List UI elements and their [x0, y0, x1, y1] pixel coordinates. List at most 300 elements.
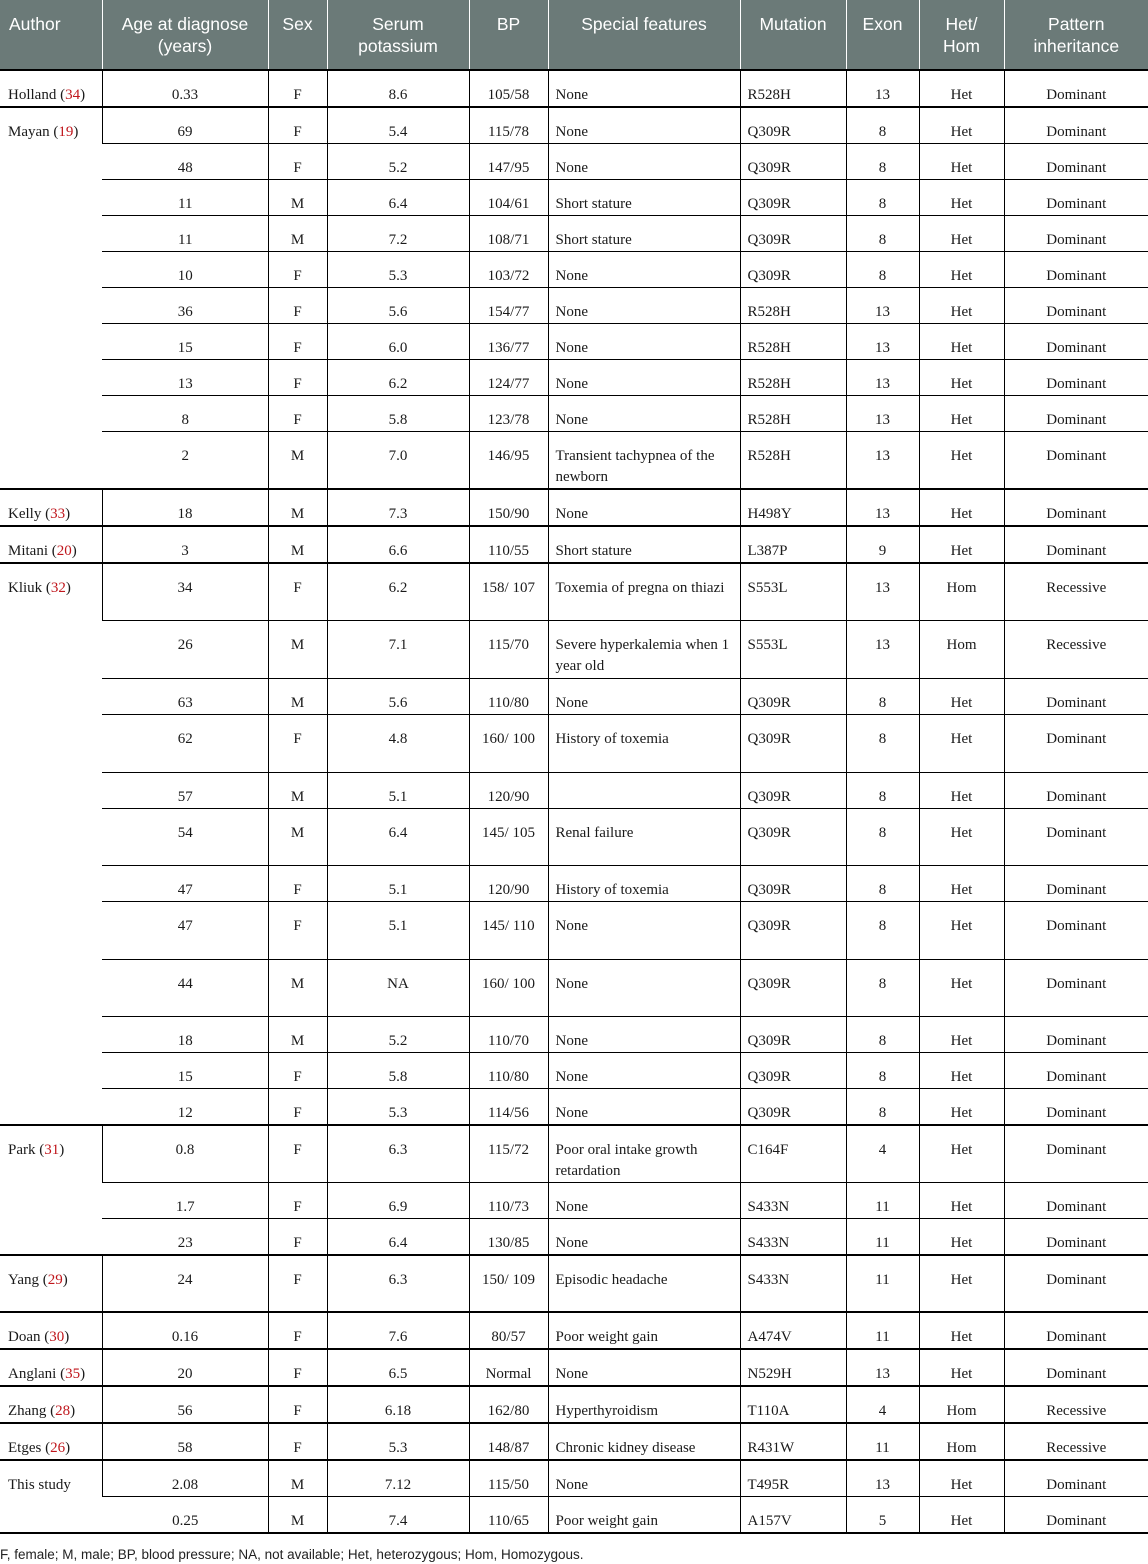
- cell-mutation: S553L: [740, 620, 846, 678]
- reference-link[interactable]: 35: [65, 1365, 81, 1382]
- cell-mutation: Q309R: [740, 144, 846, 180]
- cell-exon: 8: [846, 252, 919, 288]
- cell-het-hom: Hom: [919, 1386, 1004, 1423]
- cell-exon: 13: [846, 288, 919, 324]
- table-row: [0, 901, 1148, 959]
- reference-link[interactable]: 20: [56, 543, 72, 559]
- cell-exon: 13: [846, 1349, 919, 1386]
- table-row: [0, 714, 1148, 772]
- cell-sex: M: [268, 678, 327, 714]
- cell-special-features: None: [548, 959, 740, 1016]
- cell-pattern: Dominant: [1004, 714, 1148, 772]
- cell-pattern: Dominant: [1004, 772, 1148, 808]
- cell-age: 23: [102, 1218, 268, 1255]
- cell-age: 0.25: [102, 1496, 268, 1533]
- cell-bp: 80/57: [469, 1312, 548, 1349]
- cell-het-hom: Het: [919, 1125, 1004, 1183]
- cell-age: 18: [102, 489, 268, 526]
- cell-age: 58: [102, 1423, 268, 1460]
- cell-pattern: Dominant: [1004, 107, 1148, 144]
- cell-bp: 145/ 110: [469, 901, 548, 959]
- cell-exon: 8: [846, 714, 919, 772]
- table-row: [0, 808, 1148, 865]
- cell-bp: 145/ 105: [469, 808, 548, 865]
- cell-het-hom: Het: [919, 1218, 1004, 1255]
- cell-pattern: Dominant: [1004, 252, 1148, 288]
- cell-special-features: Short stature: [548, 180, 740, 216]
- cell-sex: M: [268, 808, 327, 865]
- cell-mutation: R528H: [740, 396, 846, 432]
- cell-mutation: R528H: [740, 324, 846, 360]
- cell-bp: 130/85: [469, 1218, 548, 1255]
- cell-special-features: Toxemia of pregna on thiazi: [548, 563, 740, 620]
- cell-sex: F: [268, 1349, 327, 1386]
- cell-mutation: Q309R: [740, 1052, 846, 1088]
- cell-pattern: Dominant: [1004, 1016, 1148, 1052]
- table-row: [0, 216, 1148, 252]
- cell-exon: 8: [846, 216, 919, 252]
- cell-potassium: 5.8: [327, 396, 469, 432]
- cell-exon: 9: [846, 526, 919, 563]
- cell-mutation: S553L: [740, 563, 846, 620]
- cell-sex: F: [268, 1182, 327, 1218]
- cell-het-hom: Het: [919, 180, 1004, 216]
- cell-mutation: Q309R: [740, 959, 846, 1016]
- cell-potassium: 5.1: [327, 865, 469, 901]
- cell-potassium: NA: [327, 959, 469, 1016]
- cell-sex: M: [268, 1016, 327, 1052]
- cell-het-hom: Het: [919, 1182, 1004, 1218]
- cell-het-hom: Het: [919, 1088, 1004, 1125]
- cell-special-features: None: [548, 901, 740, 959]
- cell-author: [0, 1460, 102, 1533]
- table-row: [0, 288, 1148, 324]
- cell-special-features: Renal failure: [548, 808, 740, 865]
- cell-age: 57: [102, 772, 268, 808]
- table-row: [0, 396, 1148, 432]
- cell-pattern: Dominant: [1004, 1182, 1148, 1218]
- cell-sex: M: [268, 620, 327, 678]
- cell-author: Etges (26): [0, 1423, 102, 1460]
- cell-sex: F: [268, 1125, 327, 1183]
- cell-het-hom: Het: [919, 70, 1004, 107]
- cell-het-hom: Het: [919, 396, 1004, 432]
- cell-pattern: Recessive: [1004, 620, 1148, 678]
- cell-exon: 13: [846, 396, 919, 432]
- cell-exon: 8: [846, 808, 919, 865]
- cell-special-features: None: [548, 360, 740, 396]
- cell-age: 24: [102, 1255, 268, 1312]
- cell-special-features: None: [548, 288, 740, 324]
- cell-special-features: [548, 772, 740, 808]
- cell-age: 13: [102, 360, 268, 396]
- cell-age: 63: [102, 678, 268, 714]
- cell-pattern: Dominant: [1004, 808, 1148, 865]
- cell-age: 2: [102, 432, 268, 490]
- cell-bp: 160/ 100: [469, 959, 548, 1016]
- cell-author: Anglani (35): [0, 1349, 102, 1386]
- cell-pattern: Dominant: [1004, 1125, 1148, 1183]
- cell-sex: F: [268, 865, 327, 901]
- col-header-mutation: Mutation: [740, 0, 846, 70]
- cell-age: 1.7: [102, 1182, 268, 1218]
- cell-bp: 110/80: [469, 678, 548, 714]
- cell-mutation: R528H: [740, 360, 846, 396]
- cell-het-hom: Het: [919, 360, 1004, 396]
- cell-het-hom: Het: [919, 808, 1004, 865]
- cell-pattern: Dominant: [1004, 324, 1148, 360]
- cell-het-hom: Hom: [919, 620, 1004, 678]
- cell-special-features: None: [548, 70, 740, 107]
- cell-special-features: History of toxemia: [548, 714, 740, 772]
- reference-link[interactable]: 34: [65, 87, 81, 103]
- cell-het-hom: Het: [919, 144, 1004, 180]
- cell-pattern: Dominant: [1004, 1052, 1148, 1088]
- cell-potassium: 7.2: [327, 216, 469, 252]
- cell-bp: 110/73: [469, 1182, 548, 1218]
- table-row: [0, 360, 1148, 396]
- cell-bp: 148/87: [469, 1423, 548, 1460]
- cell-sex: M: [268, 526, 327, 563]
- cell-sex: F: [268, 324, 327, 360]
- cell-het-hom: Het: [919, 216, 1004, 252]
- table-row: [0, 1255, 1148, 1312]
- cell-special-features: None: [548, 324, 740, 360]
- cell-mutation: A157V: [740, 1496, 846, 1533]
- col-header-author: Author: [0, 0, 102, 70]
- author-name: Kelly: [8, 506, 42, 522]
- cell-potassium: 5.8: [327, 1052, 469, 1088]
- cell-bp: 160/ 100: [469, 714, 548, 772]
- cell-het-hom: Het: [919, 678, 1004, 714]
- cell-age: 20: [102, 1349, 268, 1386]
- cell-bp: 120/90: [469, 865, 548, 901]
- cell-mutation: Q309R: [740, 901, 846, 959]
- table-row: [0, 1423, 1148, 1460]
- cell-age: 56: [102, 1386, 268, 1423]
- reference-link[interactable]: 33: [50, 506, 66, 522]
- cell-potassium: 6.2: [327, 360, 469, 396]
- table-row: [0, 1052, 1148, 1088]
- cell-potassium: 8.6: [327, 70, 469, 107]
- cell-age: 18: [102, 1016, 268, 1052]
- reference-link[interactable]: 32: [50, 580, 66, 596]
- cell-sex: F: [268, 107, 327, 144]
- table-row: [0, 772, 1148, 808]
- table-row: [0, 865, 1148, 901]
- cell-bp: 115/72: [469, 1125, 548, 1183]
- cell-special-features: Short stature: [548, 216, 740, 252]
- cell-special-features: Poor oral intake growth retardation: [548, 1125, 740, 1183]
- cell-age: 69: [102, 107, 268, 144]
- cell-exon: 8: [846, 901, 919, 959]
- cell-potassium: 5.2: [327, 1016, 469, 1052]
- cell-mutation: Q309R: [740, 216, 846, 252]
- cell-pattern: Dominant: [1004, 288, 1148, 324]
- table-footnote: F, female; M, male; BP, blood pressure; NA, not available; Het, heterozygous; Hom, Homozygous.: [0, 1547, 584, 1562]
- cell-bp: 150/ 109: [469, 1255, 548, 1312]
- table-row: [0, 107, 1148, 144]
- table-body: [0, 70, 1148, 1533]
- reference-link[interactable]: 30: [49, 1328, 65, 1345]
- cell-potassium: 5.3: [327, 1088, 469, 1125]
- cell-mutation: R528H: [740, 70, 846, 107]
- cell-sex: M: [268, 432, 327, 490]
- cell-sex: F: [268, 1052, 327, 1088]
- cell-bp: 115/78: [469, 107, 548, 144]
- author-name: Yang: [8, 1271, 39, 1288]
- cell-sex: M: [268, 489, 327, 526]
- author-name: Etges: [8, 1439, 42, 1456]
- cell-mutation: R528H: [740, 288, 846, 324]
- table-row: [0, 563, 1148, 620]
- table-row: [0, 959, 1148, 1016]
- table-row: [0, 1349, 1148, 1386]
- table-row: [0, 678, 1148, 714]
- cell-mutation: H498Y: [740, 489, 846, 526]
- cell-exon: 8: [846, 865, 919, 901]
- cell-het-hom: Het: [919, 432, 1004, 490]
- cell-age: 54: [102, 808, 268, 865]
- cell-potassium: 6.5: [327, 1349, 469, 1386]
- cell-mutation: Q309R: [740, 865, 846, 901]
- cell-sex: F: [268, 144, 327, 180]
- cell-potassium: 7.6: [327, 1312, 469, 1349]
- cell-potassium: 5.3: [327, 1423, 469, 1460]
- table-header: [0, 0, 1148, 70]
- cell-exon: 8: [846, 107, 919, 144]
- cell-bp: 110/80: [469, 1052, 548, 1088]
- cell-bp: 115/70: [469, 620, 548, 678]
- cell-het-hom: Het: [919, 901, 1004, 959]
- cell-special-features: Severe hyperkalemia when 1 year old: [548, 620, 740, 678]
- col-header-potassium: Serum potassium: [327, 0, 469, 70]
- cell-mutation: S433N: [740, 1182, 846, 1218]
- cell-potassium: 6.18: [327, 1386, 469, 1423]
- cell-age: 48: [102, 144, 268, 180]
- reference-link[interactable]: 29: [47, 1271, 63, 1288]
- cell-author: Mitani (20): [0, 526, 102, 563]
- table-row: [0, 1125, 1148, 1183]
- cell-het-hom: Het: [919, 489, 1004, 526]
- cell-age: 0.8: [102, 1125, 268, 1183]
- table-row: [0, 489, 1148, 526]
- cell-mutation: Q309R: [740, 678, 846, 714]
- cell-bp: 110/65: [469, 1496, 548, 1533]
- cell-special-features: None: [548, 252, 740, 288]
- cell-bp: 136/77: [469, 324, 548, 360]
- cell-pattern: Dominant: [1004, 1496, 1148, 1533]
- cell-special-features: Transient tachypnea of the newborn: [548, 432, 740, 490]
- author-name: Kliuk: [8, 580, 43, 596]
- cell-special-features: History of toxemia: [548, 865, 740, 901]
- cell-mutation: N529H: [740, 1349, 846, 1386]
- author-name: This study: [8, 1476, 71, 1493]
- cell-special-features: None: [548, 1349, 740, 1386]
- cell-exon: 4: [846, 1386, 919, 1423]
- cell-special-features: None: [548, 1182, 740, 1218]
- cell-bp: 114/56: [469, 1088, 548, 1125]
- cell-age: 47: [102, 901, 268, 959]
- table-row: [0, 1496, 1148, 1533]
- cell-het-hom: Het: [919, 772, 1004, 808]
- cell-age: 44: [102, 959, 268, 1016]
- cell-pattern: Dominant: [1004, 865, 1148, 901]
- table-row: [0, 1460, 1148, 1497]
- col-header-exon: Exon: [846, 0, 919, 70]
- table-row: [0, 1088, 1148, 1125]
- cell-pattern: Dominant: [1004, 1255, 1148, 1312]
- cell-pattern: Dominant: [1004, 1349, 1148, 1386]
- col-header-sex: Sex: [268, 0, 327, 70]
- cell-exon: 8: [846, 1088, 919, 1125]
- cell-het-hom: Het: [919, 865, 1004, 901]
- cell-pattern: Dominant: [1004, 180, 1148, 216]
- cell-exon: 13: [846, 432, 919, 490]
- cell-mutation: Q309R: [740, 772, 846, 808]
- cell-exon: 8: [846, 1052, 919, 1088]
- cell-mutation: Q309R: [740, 1088, 846, 1125]
- cell-exon: 13: [846, 360, 919, 396]
- cell-sex: F: [268, 563, 327, 620]
- author-name: Mayan: [8, 124, 50, 140]
- cell-potassium: 5.1: [327, 772, 469, 808]
- cell-exon: 13: [846, 489, 919, 526]
- cell-exon: 8: [846, 959, 919, 1016]
- cell-exon: 4: [846, 1125, 919, 1183]
- reference-link[interactable]: 26: [50, 1439, 66, 1456]
- cell-exon: 11: [846, 1255, 919, 1312]
- reference-link[interactable]: 19: [58, 124, 74, 140]
- cell-mutation: L387P: [740, 526, 846, 563]
- cell-exon: 8: [846, 772, 919, 808]
- table-row: [0, 1016, 1148, 1052]
- table-row: [0, 1312, 1148, 1349]
- cell-special-features: None: [548, 1088, 740, 1125]
- cell-potassium: 5.6: [327, 288, 469, 324]
- cell-exon: 13: [846, 1460, 919, 1497]
- cell-bp: 146/95: [469, 432, 548, 490]
- cell-age: 11: [102, 180, 268, 216]
- cell-potassium: 5.1: [327, 901, 469, 959]
- table-row: [0, 324, 1148, 360]
- cell-mutation: Q309R: [740, 1016, 846, 1052]
- cell-mutation: T110A: [740, 1386, 846, 1423]
- cell-exon: 13: [846, 620, 919, 678]
- cell-bp: 158/ 107: [469, 563, 548, 620]
- cell-mutation: C164F: [740, 1125, 846, 1183]
- cell-potassium: 7.1: [327, 620, 469, 678]
- cell-mutation: A474V: [740, 1312, 846, 1349]
- cell-special-features: Episodic headache: [548, 1255, 740, 1312]
- cell-exon: 8: [846, 678, 919, 714]
- cell-het-hom: Het: [919, 1496, 1004, 1533]
- cell-mutation: S433N: [740, 1218, 846, 1255]
- cell-potassium: 6.3: [327, 1125, 469, 1183]
- cell-pattern: Dominant: [1004, 489, 1148, 526]
- table-row: [0, 1182, 1148, 1218]
- table-row: [0, 70, 1148, 107]
- table-row: [0, 252, 1148, 288]
- author-name: Park: [8, 1141, 36, 1158]
- cell-age: 0.33: [102, 70, 268, 107]
- cell-author: Yang (29): [0, 1255, 102, 1312]
- cell-potassium: 5.2: [327, 144, 469, 180]
- cell-exon: 11: [846, 1423, 919, 1460]
- reference-link[interactable]: 31: [44, 1141, 60, 1158]
- cell-potassium: 5.6: [327, 678, 469, 714]
- cell-author: Zhang (28): [0, 1386, 102, 1423]
- table-row: [0, 180, 1148, 216]
- cell-mutation: S433N: [740, 1255, 846, 1312]
- cell-author: Holland (34): [0, 70, 102, 107]
- cell-special-features: Hyperthyroidism: [548, 1386, 740, 1423]
- cell-pattern: Dominant: [1004, 1460, 1148, 1497]
- cell-potassium: 6.4: [327, 180, 469, 216]
- cell-het-hom: Het: [919, 288, 1004, 324]
- table-row: [0, 432, 1148, 490]
- cell-pattern: Dominant: [1004, 216, 1148, 252]
- cell-pattern: Recessive: [1004, 1386, 1148, 1423]
- cell-potassium: 7.0: [327, 432, 469, 490]
- cell-pattern: Dominant: [1004, 70, 1148, 107]
- cell-bp: 104/61: [469, 180, 548, 216]
- cell-potassium: 7.4: [327, 1496, 469, 1533]
- cell-pattern: Dominant: [1004, 901, 1148, 959]
- cell-age: 3: [102, 526, 268, 563]
- cell-sex: F: [268, 1423, 327, 1460]
- cell-pattern: Dominant: [1004, 1312, 1148, 1349]
- col-header-age: Age at diagnose (years): [102, 0, 268, 70]
- cell-bp: 105/58: [469, 70, 548, 107]
- author-name: Anglani: [8, 1365, 57, 1382]
- cell-potassium: 7.3: [327, 489, 469, 526]
- cell-exon: 13: [846, 563, 919, 620]
- cell-sex: F: [268, 1218, 327, 1255]
- cell-mutation: T495R: [740, 1460, 846, 1497]
- cell-het-hom: Het: [919, 959, 1004, 1016]
- cell-bp: 110/70: [469, 1016, 548, 1052]
- cell-age: 0.16: [102, 1312, 268, 1349]
- cell-het-hom: Het: [919, 1052, 1004, 1088]
- cell-potassium: 6.4: [327, 1218, 469, 1255]
- cell-bp: 150/90: [469, 489, 548, 526]
- table-row: [0, 526, 1148, 563]
- author-name: Zhang: [8, 1402, 47, 1419]
- cell-het-hom: Het: [919, 324, 1004, 360]
- cell-mutation: Q309R: [740, 808, 846, 865]
- cell-special-features: None: [548, 1218, 740, 1255]
- cell-het-hom: Het: [919, 714, 1004, 772]
- cell-pattern: Dominant: [1004, 396, 1148, 432]
- cell-bp: 162/80: [469, 1386, 548, 1423]
- cell-bp: 120/90: [469, 772, 548, 808]
- reference-link[interactable]: 28: [55, 1402, 71, 1419]
- cell-mutation: Q309R: [740, 714, 846, 772]
- cell-age: 2.08: [102, 1460, 268, 1497]
- cell-bp: 115/50: [469, 1460, 548, 1497]
- table-row: [0, 1218, 1148, 1255]
- cell-exon: 8: [846, 1016, 919, 1052]
- cell-sex: F: [268, 70, 327, 107]
- col-header-bp: BP: [469, 0, 548, 70]
- cell-special-features: None: [548, 144, 740, 180]
- cell-sex: F: [268, 252, 327, 288]
- cell-exon: 8: [846, 144, 919, 180]
- cell-potassium: 4.8: [327, 714, 469, 772]
- cell-pattern: Dominant: [1004, 360, 1148, 396]
- cell-exon: 11: [846, 1312, 919, 1349]
